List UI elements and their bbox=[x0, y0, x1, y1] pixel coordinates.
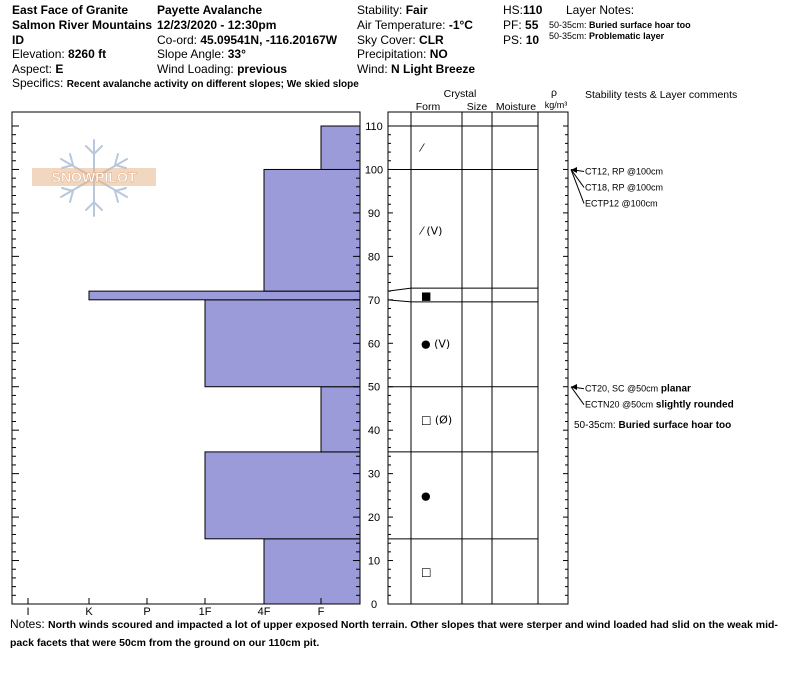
height-tick-label-10: 10 bbox=[367, 555, 381, 568]
pf: 55 bbox=[525, 18, 539, 32]
precip: NO bbox=[429, 47, 448, 61]
stability-test-text: CT20, SC @50cm bbox=[585, 383, 659, 394]
height-tick-label-30: 30 bbox=[367, 468, 381, 481]
col-crystal: Crystal bbox=[443, 88, 477, 100]
height-tick-label-20: 20 bbox=[367, 512, 381, 525]
layer-note-1-range: 50-35cm: bbox=[549, 20, 587, 30]
aspect-label: Aspect: bbox=[12, 62, 53, 76]
height-tick-label-100: 100 bbox=[364, 164, 384, 177]
slope: 33° bbox=[227, 47, 246, 61]
hs-label: HS: bbox=[503, 3, 524, 17]
crystal-form-3: ● (V) bbox=[421, 337, 451, 351]
hardness-bar-2 bbox=[321, 387, 360, 452]
air-temp: -1°C bbox=[448, 18, 473, 32]
specifics: Recent avalanche activity on different slopes; We skied slope bbox=[66, 79, 359, 90]
pf-label: PF: bbox=[503, 18, 522, 32]
coord-label: Co-ord: bbox=[157, 33, 198, 47]
layer-comment-text: Buried surface hoar too bbox=[618, 420, 732, 431]
stability-test-3 bbox=[585, 182, 663, 192]
hardness-label-I: I bbox=[26, 606, 30, 616]
elevation-label: Elevation: bbox=[12, 47, 65, 61]
crystal-form-4: ■ bbox=[421, 289, 432, 303]
hardness-bar-1 bbox=[205, 452, 360, 539]
ps: 10 bbox=[525, 33, 540, 47]
slope-label: Slope Angle: bbox=[157, 47, 225, 61]
stability-test-0 bbox=[585, 384, 691, 395]
hs: 110 bbox=[523, 3, 543, 17]
stability-test-4 bbox=[585, 198, 658, 208]
hardness-label-4F: 4F bbox=[257, 606, 271, 616]
precip-label: Precipitation: bbox=[357, 47, 427, 61]
col-size: Size bbox=[466, 101, 488, 113]
layer-connector-4 bbox=[388, 288, 411, 291]
wind-loading: previous bbox=[237, 62, 288, 76]
height-tick-label-70: 70 bbox=[367, 294, 381, 307]
specifics-label: Specifics: bbox=[12, 76, 64, 90]
stability-tests bbox=[571, 166, 734, 431]
stability: Fair bbox=[405, 3, 428, 17]
datetime: 12/23/2020 - 12:30pm bbox=[157, 18, 277, 32]
hardness-label-F: F bbox=[317, 606, 325, 616]
height-tick-label-90: 90 bbox=[367, 207, 381, 220]
hardness-bar-5 bbox=[264, 169, 360, 291]
state: ID bbox=[12, 33, 24, 47]
layer-comment-range: 50-35cm: bbox=[574, 420, 619, 431]
stability-test-comment: slightly rounded bbox=[653, 399, 734, 411]
wind: N Light Breeze bbox=[391, 62, 476, 76]
range: Salmon River Mountains bbox=[12, 18, 153, 32]
height-tick-label-60: 60 bbox=[367, 338, 381, 351]
crystal-form-5: ⁄ (V) bbox=[421, 224, 443, 238]
notes-text: North winds scoured and impacted a lot of upper exposed North terrain. Other slopes that were sterper and wind loaded had slid on the weak mid-pack facets that were 50cm from the ground on our 110cm pit. bbox=[10, 619, 778, 649]
crystal-form-6: ⁄ bbox=[421, 141, 423, 155]
col-density-unit: kg/m³ bbox=[544, 100, 568, 110]
elevation: 8260 ft bbox=[68, 47, 107, 61]
aspect: E bbox=[55, 62, 64, 76]
crystal-form-1: ● bbox=[421, 489, 431, 503]
location: East Face of Granite bbox=[12, 3, 129, 17]
crystal-form-2: □ (Ø) bbox=[421, 413, 453, 427]
crystal-plot-border bbox=[388, 112, 568, 604]
crystal-forms bbox=[418, 142, 452, 579]
stability-test-text: CT12, RP @100cm bbox=[585, 166, 663, 177]
notes bbox=[10, 616, 790, 652]
stability-test-text: CT18, RP @100cm bbox=[585, 182, 663, 193]
stability-leader-1 bbox=[571, 387, 584, 405]
observer: Payette Avalanche bbox=[157, 3, 263, 17]
wind-label: Wind: bbox=[357, 62, 388, 76]
hardness-label-P: P bbox=[143, 606, 151, 616]
wind-loading-label: Wind Loading: bbox=[157, 62, 234, 76]
col-moisture: Moisture bbox=[495, 101, 537, 113]
stability-label: Stability: bbox=[357, 3, 403, 17]
hardness-bar-3 bbox=[205, 300, 360, 387]
layer-note-2-range: 50-35cm: bbox=[549, 31, 587, 41]
col-stability-comments: Stability tests & Layer comments bbox=[585, 89, 738, 101]
ps-label: PS: bbox=[503, 33, 523, 47]
stability-arrow-50 bbox=[571, 384, 577, 390]
col-form: Form bbox=[415, 101, 441, 113]
height-tick-label-110: 110 bbox=[365, 121, 383, 133]
height-tick-label-0: 0 bbox=[370, 599, 378, 611]
hardness-label-K: K bbox=[85, 606, 93, 616]
logo-text: SNOWPILOT bbox=[51, 169, 137, 185]
col-rho: ρ bbox=[551, 87, 557, 99]
stability-test-comment: planar bbox=[658, 383, 691, 395]
coord: 45.09541N, -116.20167W bbox=[200, 33, 338, 47]
sky-label: Sky Cover: bbox=[357, 33, 416, 47]
air-temp-label: Air Temperature: bbox=[357, 18, 446, 32]
layer-connector-3 bbox=[388, 300, 411, 302]
hardness-bar-0 bbox=[264, 539, 360, 604]
hardness-bars bbox=[89, 126, 360, 604]
height-tick-label-80: 80 bbox=[367, 251, 381, 264]
notes-label: Notes: bbox=[10, 617, 45, 631]
crystal-form-0: □ bbox=[421, 565, 432, 579]
stability-test-2 bbox=[585, 166, 663, 176]
layer-note-1-text: Buried surface hoar too bbox=[589, 20, 691, 30]
stability-leader-4 bbox=[571, 169, 584, 203]
height-tick-label-50: 50 bbox=[367, 381, 381, 394]
stability-test-1 bbox=[585, 400, 734, 411]
hardness-label-1F: 1F bbox=[198, 606, 212, 616]
stability-test-text: ECTN20 @50cm bbox=[585, 399, 654, 410]
height-tick-label-40: 40 bbox=[367, 425, 381, 438]
layer-comment-0 bbox=[574, 420, 731, 431]
layer-notes-label: Layer Notes: bbox=[566, 3, 635, 17]
hardness-bar-6 bbox=[321, 126, 360, 169]
hardness-bar-4 bbox=[89, 291, 360, 300]
layer-note-2-text: Problematic layer bbox=[589, 31, 665, 41]
stability-leader-3 bbox=[571, 169, 584, 187]
sky: CLR bbox=[419, 33, 444, 47]
stability-test-text: ECTP12 @100cm bbox=[585, 198, 658, 209]
